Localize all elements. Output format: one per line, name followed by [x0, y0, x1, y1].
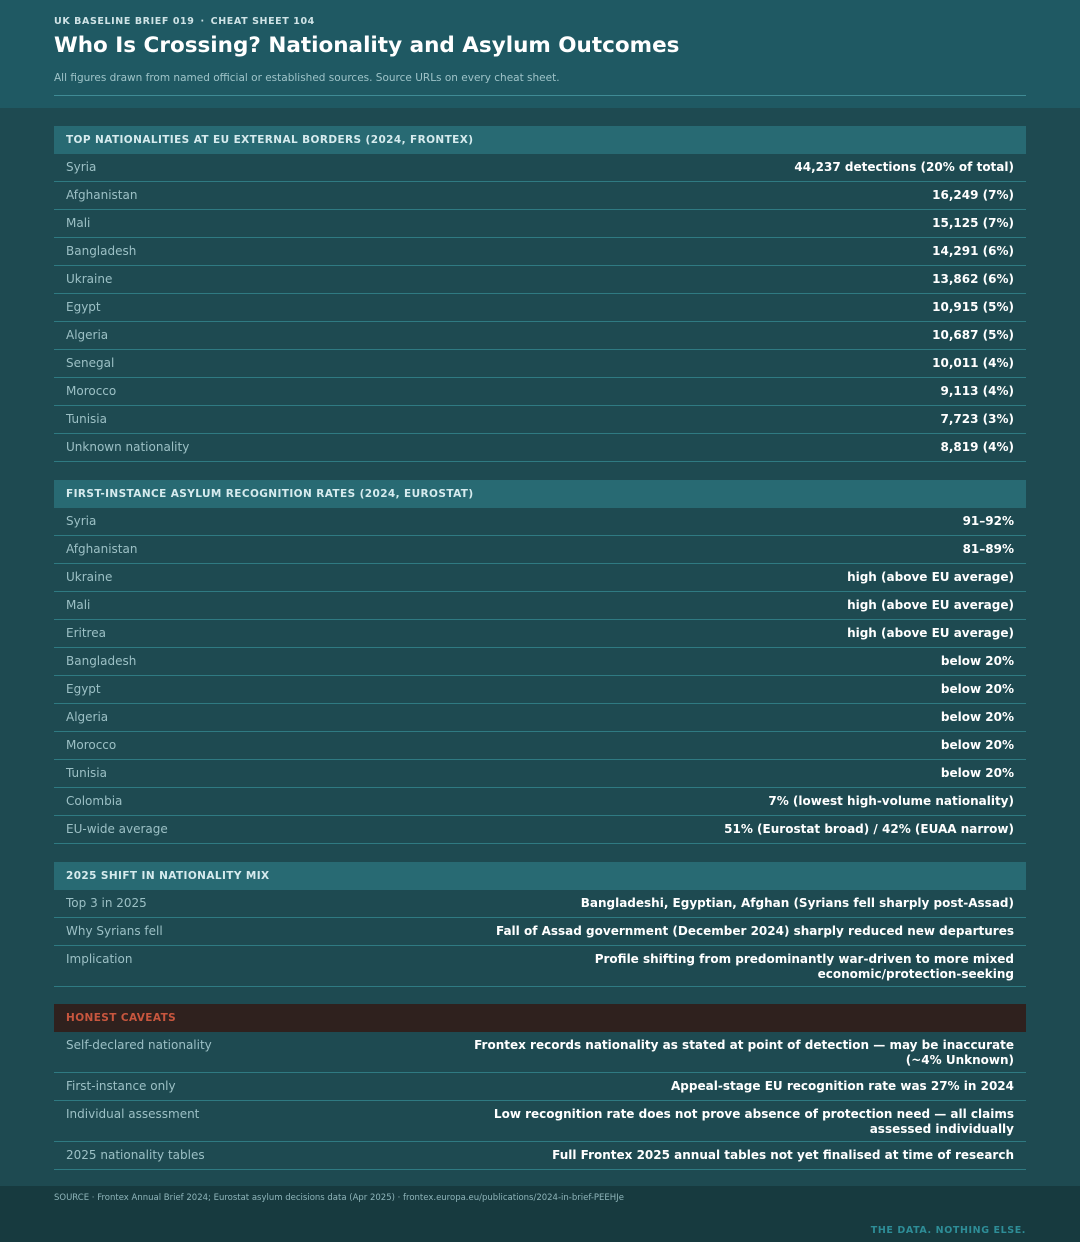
table-row [54, 704, 1026, 732]
section-heading-caveats: HONEST CAVEATS [54, 1004, 1026, 1032]
row-label: Ukraine [66, 570, 113, 584]
table-row [54, 1142, 1026, 1170]
row-value: high (above EU average) [847, 626, 1014, 640]
table-row [54, 406, 1026, 434]
table-row [54, 676, 1026, 704]
kicker-sheet: CHEAT SHEET 104 [210, 16, 315, 27]
row-label: Why Syrians fell [66, 924, 163, 938]
table-row [54, 508, 1026, 536]
table-row [54, 1032, 1026, 1073]
row-label: 2025 nationality tables [66, 1148, 205, 1162]
row-label: Tunisia [66, 766, 107, 780]
row-value: 8,819 (4%) [940, 440, 1014, 454]
table-row [54, 564, 1026, 592]
row-value: Low recognition rate does not prove absence of protection need — all claims assessed individually [493, 1107, 1014, 1136]
tagline: THE DATA. NOTHING ELSE. [870, 1225, 1026, 1236]
section-heading: 2025 SHIFT IN NATIONALITY MIX [54, 862, 1026, 890]
row-value: below 20% [940, 766, 1014, 780]
page-header [0, 0, 1080, 108]
section-heading: FIRST-INSTANCE ASYLUM RECOGNITION RATES (2024, EUROSTAT) [54, 480, 1026, 508]
row-label: EU-wide average [66, 822, 168, 836]
table-row [54, 322, 1026, 350]
row-label: Mali [66, 216, 91, 230]
section-top-nationalities [54, 126, 1026, 462]
row-label: Egypt [66, 682, 101, 696]
row-value: 7,723 (3%) [940, 412, 1014, 426]
row-label: Self-declared nationality [66, 1038, 212, 1052]
table-row [54, 238, 1026, 266]
table-row [54, 788, 1026, 816]
row-value: 14,291 (6%) [932, 244, 1014, 258]
table-row [54, 154, 1026, 182]
source-note: SOURCE · Frontex Annual Brief 2024; Eurostat asylum decisions data (Apr 2025) · frontex.europa.eu/publications/2024-in-brief-PEEHJe [54, 1193, 624, 1203]
row-value: Full Frontex 2025 annual tables not yet finalised at time of research [552, 1148, 1014, 1162]
row-value: below 20% [940, 738, 1014, 752]
table-row [54, 210, 1026, 238]
row-label: Algeria [66, 328, 109, 342]
table-row [54, 816, 1026, 844]
row-label: Morocco [66, 384, 117, 398]
row-value: 51% (Eurostat broad) / 42% (EUAA narrow) [724, 822, 1014, 836]
row-value: Appeal-stage EU recognition rate was 27% in 2024 [671, 1079, 1014, 1093]
row-value: Profile shifting from predominantly war-driven to more mixed economic/protection-seeking [594, 952, 1014, 981]
row-label: Tunisia [66, 412, 107, 426]
kicker-brief: UK BASELINE BRIEF 019 [54, 16, 195, 27]
row-value: 44,237 detections (20% of total) [794, 160, 1014, 174]
section-2025-shift [54, 862, 1026, 987]
kicker [54, 16, 315, 27]
row-label: Mali [66, 598, 91, 612]
row-value: Fall of Assad government (December 2024) sharply reduced new departures [495, 924, 1014, 938]
table-row [54, 592, 1026, 620]
row-label: Syria [66, 160, 97, 174]
row-label: Top 3 in 2025 [66, 896, 147, 910]
section-recognition-rates [54, 480, 1026, 844]
row-value: 91–92% [962, 514, 1014, 528]
section-honest-caveats [54, 1004, 1026, 1170]
row-label: Afghanistan [66, 188, 138, 202]
table-row [54, 1073, 1026, 1101]
table-row [54, 182, 1026, 210]
row-label: Algeria [66, 710, 109, 724]
page-subtitle: All figures drawn from named official or established sources. Source URLs on every cheat sheet. [54, 72, 560, 84]
row-label: Individual assessment [66, 1107, 200, 1121]
row-value: high (above EU average) [847, 598, 1014, 612]
table-row [54, 294, 1026, 322]
row-label: Senegal [66, 356, 115, 370]
table-row [54, 536, 1026, 564]
table-row [54, 434, 1026, 462]
row-label: Bangladesh [66, 654, 137, 668]
table-row [54, 946, 1026, 987]
header-divider [54, 95, 1026, 96]
row-value: 10,011 (4%) [932, 356, 1014, 370]
table-row [54, 760, 1026, 788]
table-row [54, 266, 1026, 294]
row-value: 81–89% [962, 542, 1014, 556]
row-label: Eritrea [66, 626, 106, 640]
row-value: below 20% [940, 710, 1014, 724]
row-value: below 20% [940, 654, 1014, 668]
row-label: Unknown nationality [66, 440, 190, 454]
row-value: high (above EU average) [847, 570, 1014, 584]
row-label: Colombia [66, 794, 123, 808]
table-row [54, 732, 1026, 760]
table-row [54, 378, 1026, 406]
row-label: Morocco [66, 738, 117, 752]
row-value: 13,862 (6%) [932, 272, 1014, 286]
row-label: First-instance only [66, 1079, 176, 1093]
section-heading: TOP NATIONALITIES AT EU EXTERNAL BORDERS (2024, FRONTEX) [54, 126, 1026, 154]
kicker-separator: · [200, 16, 205, 27]
table-row [54, 350, 1026, 378]
row-label: Afghanistan [66, 542, 138, 556]
row-value: 9,113 (4%) [940, 384, 1014, 398]
page-title: Who Is Crossing? Nationality and Asylum Outcomes [54, 33, 680, 58]
row-label: Syria [66, 514, 97, 528]
row-value: 10,915 (5%) [932, 300, 1014, 314]
row-value: 16,249 (7%) [932, 188, 1014, 202]
row-value: 10,687 (5%) [932, 328, 1014, 342]
row-value: Frontex records nationality as stated at point of detection — may be inaccurate (~4% Unknown) [474, 1038, 1014, 1067]
table-row [54, 620, 1026, 648]
row-value: 7% (lowest high-volume nationality) [768, 794, 1014, 808]
row-label: Egypt [66, 300, 101, 314]
row-value: 15,125 (7%) [932, 216, 1014, 230]
row-value: below 20% [940, 682, 1014, 696]
table-row [54, 890, 1026, 918]
row-label: Bangladesh [66, 244, 137, 258]
row-value: Bangladeshi, Egyptian, Afghan (Syrians fell sharply post-Assad) [580, 896, 1014, 910]
page-footer [0, 1186, 1080, 1242]
row-label: Implication [66, 952, 133, 966]
row-label: Ukraine [66, 272, 113, 286]
table-row [54, 648, 1026, 676]
table-row [54, 1101, 1026, 1142]
table-row [54, 918, 1026, 946]
